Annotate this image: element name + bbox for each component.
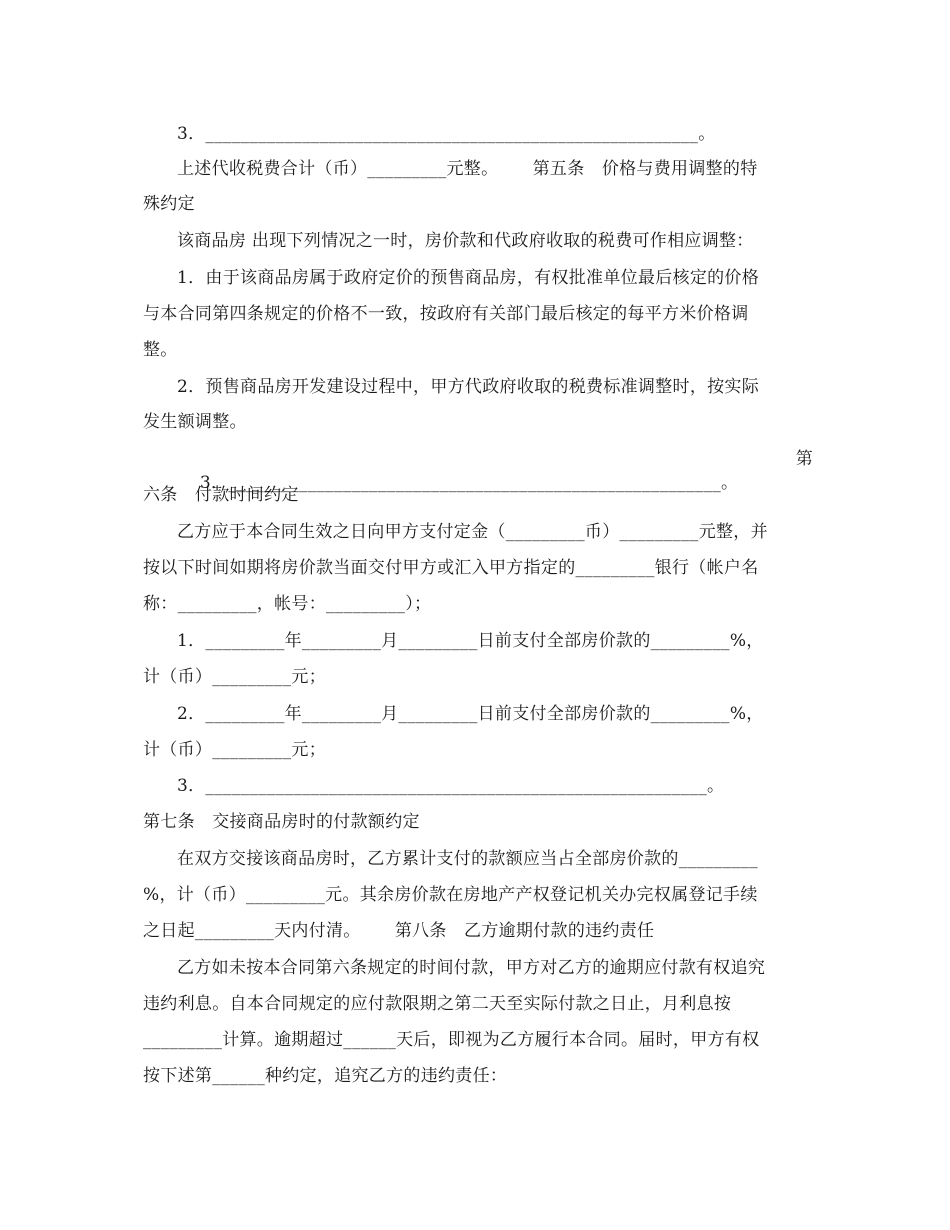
article-heading: 第七条 交接商品房时的付款额约定 [143,812,420,832]
late-payment-paragraph: 乙方如未按本合同第六条规定的时间付款，甲方对乙方的逾期应付款有权追究 [177,958,766,978]
article-six-prefix: 第 [795,449,813,469]
text-line: 按以下时间如期将房价款当面交付甲方或汇入甲方指定的_________银行（帐户名 [143,558,759,578]
payment-item-2: 2．_________年_________月_________日前支付全部房价款的_________%， [177,704,764,724]
text-line: 计（币）_________元； [143,667,326,687]
text-line: 发生额调整。 [143,412,247,432]
text-line: 之日起_________天内付清。 第八条 乙方逾期付款的违约责任 [143,921,655,941]
text-line: 殊约定 [143,194,195,214]
clause-item-3: 3．________________________________________________________。 [177,124,716,144]
article-heading: 六条 付款时间约定 [143,485,299,505]
text-line: _________计算。逾期超过______天后，即视为乙方履行本合同。届时，甲方有权 [143,1030,760,1050]
text-line: 按下述第______种约定，追究乙方的违约责任： [143,1066,508,1086]
tax-total-line: 上述代收税费合计（币）_________元整。 第五条 价格与费用调整的特 [177,159,758,179]
deposit-paragraph: 乙方应于本合同生效之日向甲方支付定金（_________币）_________元整，并 [177,522,768,542]
text-line: 计（币）_________元； [143,740,326,760]
text-line: 称：_________，帐号：_________）； [143,594,432,614]
text-line: %，计（币）_________元。其余房价款在房地产产权登记机关办完权属登记手续 [143,885,758,905]
clause-item-2: 2．预售商品房开发建设过程中，甲方代政府收取的税费标准调整时，按实际 [177,377,760,397]
handover-paragraph: 在双方交接该商品房时，乙方累计支付的款额应当占全部房价款的_________ [177,849,758,869]
text-line: 整。 [143,340,178,360]
payment-item-3: 3．_________________________________________________________。 [177,776,725,796]
paragraph-adjustment: 该商品房 出现下列情况之一时，房价款和代政府收取的税费可作相应调整： [177,231,754,251]
clause-item-1: 1．由于该商品房属于政府定价的预售商品房，有权批准单位最后核定的价格 [177,268,760,288]
text-line: 与本合同第四条规定的价格不一致，按政府有关部门最后核定的每平方米价格调 [143,304,749,324]
clause-item-3: 3．________________________________________________________。 第 [199,449,813,493]
payment-item-1: 1．_________年_________月_________日前支付全部房价款的_________%， [177,631,764,651]
text-line: 违约利息。自本合同规定的应付款限期之第二天至实际付款之日止，月利息按 [143,994,732,1014]
